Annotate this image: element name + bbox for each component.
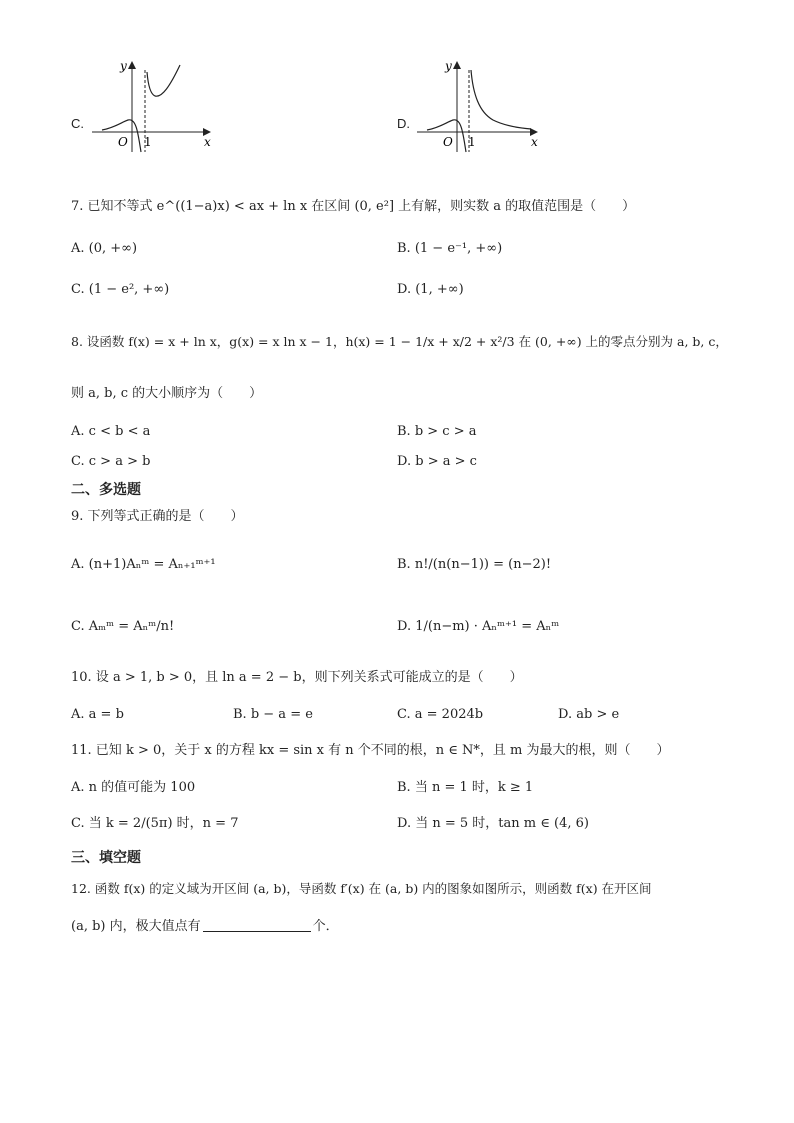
question-12-stem: 12. 函数 f(x) 的定义域为开区间 (a, b)，导函数 f′(x) 在 (a, b) 内的图象如图所示，则函数 f(x) 在开区间 [71, 881, 652, 896]
q8-option-c [71, 453, 150, 471]
option-text: (0, +∞) [88, 241, 138, 256]
origin-label: O [443, 135, 453, 149]
option-label: D. [397, 454, 412, 469]
question-12-stem-cont [71, 918, 339, 936]
option-text: 当 n = 1 时，k ≥ 1 [414, 780, 534, 795]
question-8-stem: 8. 设函数 f(x) = x + ln x，g(x) = x ln x − 1，h(x) = 1 − 1/x + x/2 + x²/3 在 (0, +∞) 上的零点分别为 a, b, c， [71, 334, 728, 349]
tick-label: 1 [144, 135, 152, 149]
option-text: a = 2024b [414, 707, 484, 722]
option-label: A. [71, 557, 85, 572]
q11-option-c [71, 815, 238, 833]
q7-option-a [71, 240, 137, 258]
option-text: (1 − e⁻¹, +∞) [414, 241, 503, 256]
option-label: C. [71, 619, 85, 634]
option-text: c > a > b [88, 454, 151, 469]
q11-option-d [397, 815, 589, 833]
option-label: B. [397, 557, 411, 572]
option-text: 当 n = 5 时，tan m ∈ (4, 6) [415, 816, 589, 831]
option-text: (n+1)Aₙᵐ = Aₙ₊₁ᵐ⁺¹ [88, 557, 216, 572]
option-text: c < b < a [88, 424, 151, 439]
q8-option-d [397, 453, 477, 471]
option-text: Aₘᵐ = Aₙᵐ/n! [88, 619, 175, 634]
question-10-stem: 10. 设 a > 1, b > 0，且 ln a = 2 − b，则下列关系式可能成立的是（ ） [71, 670, 523, 685]
option-text: ab > e [576, 707, 620, 722]
option-text: b − a = e [250, 707, 313, 722]
answer-blank[interactable] [203, 919, 311, 932]
graph-option-d [413, 56, 543, 154]
graph-option-c [88, 56, 218, 154]
q7-option-b [397, 240, 502, 258]
q9-option-d [397, 618, 559, 636]
option-label: B. [397, 241, 411, 256]
q10-option-a [71, 706, 124, 724]
section-heading-multi: 二、多选题 [71, 482, 141, 498]
option-text: b > a > c [415, 454, 477, 469]
q10-option-d [558, 706, 619, 724]
option-label: C. [397, 707, 411, 722]
option-text: 当 k = 2/(5π) 时，n = 7 [88, 816, 239, 831]
q9-option-a [71, 556, 216, 574]
option-text: (1, +∞) [415, 282, 464, 297]
option-label: A. [71, 241, 85, 256]
tick-label: 1 [468, 135, 476, 149]
section-heading-fill: 三、填空题 [71, 850, 141, 866]
x-label: x [204, 135, 211, 149]
option-text: (1 − e², +∞) [88, 282, 170, 297]
option-label: D. [397, 816, 412, 831]
option-text: n 的值可能为 100 [88, 780, 196, 795]
option-text: n!/(n(n−1)) = (n−2)! [414, 557, 552, 572]
option-label: B. [233, 707, 247, 722]
x-label: x [531, 135, 538, 149]
option-d-label: D. [397, 116, 410, 131]
option-label: C. [71, 454, 85, 469]
y-label: y [120, 59, 127, 73]
option-c-label: C. [71, 116, 84, 131]
curve-right [147, 65, 180, 96]
q11-option-a [71, 779, 195, 797]
q7-option-d [397, 281, 464, 299]
option-label: C. [71, 816, 85, 831]
option-text: b > c > a [414, 424, 477, 439]
option-text: 1/(n−m) · Aₙᵐ⁺¹ = Aₙᵐ [415, 619, 560, 634]
option-label: D. [558, 707, 573, 722]
option-label: C. [71, 282, 85, 297]
question-11-stem: 11. 已知 k > 0，关于 x 的方程 kx = sin x 有 n 个不同的根，n ∈ N*，且 m 为最大的根，则（ ） [71, 743, 670, 758]
q10-option-b [233, 706, 313, 724]
origin-label: O [118, 135, 128, 149]
q8-option-a [71, 423, 150, 441]
stem-text: (a, b) 内，极大值点有 [71, 919, 201, 934]
option-label: D. [397, 282, 412, 297]
option-text: a = b [88, 707, 124, 722]
option-label: D. [397, 619, 412, 634]
q7-option-c [71, 281, 169, 299]
q9-option-c [71, 618, 174, 636]
option-label: B. [397, 780, 411, 795]
q11-option-b [397, 779, 533, 797]
q10-option-c [397, 706, 483, 724]
q9-option-b [397, 556, 551, 574]
curve-right [471, 70, 531, 129]
stem-text-end: 个． [312, 919, 339, 934]
question-9-stem: 9. 下列等式正确的是（ ） [71, 509, 244, 524]
y-label: y [445, 59, 452, 73]
question-8-stem-cont: 则 a, b, c 的大小顺序为（ ） [71, 386, 263, 401]
q8-option-b [397, 423, 477, 441]
option-label: A. [71, 424, 85, 439]
option-label: B. [397, 424, 411, 439]
option-label: A. [71, 707, 85, 722]
question-7-stem: 7. 已知不等式 e^((1−a)x) < ax + ln x 在区间 (0, e²] 上有解，则实数 a 的取值范围是（ ） [71, 199, 636, 214]
option-label: A. [71, 780, 85, 795]
